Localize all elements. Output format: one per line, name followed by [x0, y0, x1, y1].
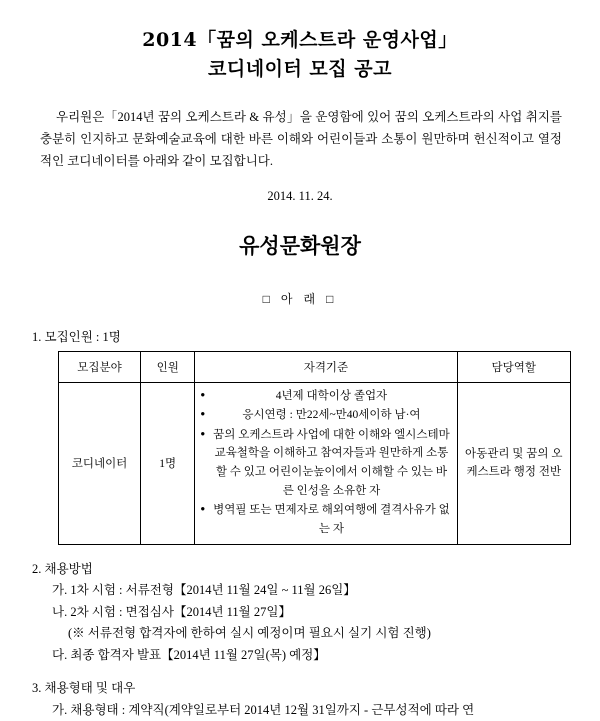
- table-row: [59, 382, 571, 544]
- section-2-note: (※ 서류전형 합격자에 한하여 실시 예정이며 필요시 실기 시험 진행): [30, 623, 570, 645]
- intro-paragraph: [30, 107, 570, 173]
- below-marker: □ 아 래 □: [30, 290, 570, 307]
- header-role: 담당역할: [457, 351, 571, 382]
- cell-role: 아동관리 및 꿈의 오케스트라 행정 전반: [457, 382, 571, 544]
- section-2-item-3: 다. 최종 합격자 발표【2014년 11월 27일(목) 예정】: [30, 645, 570, 667]
- list-item: ● 꿈의 오케스트라 사업에 대한 이해와 엘시스테마 교육철학을 이해하고 참여자들과 원만하게 소통할 수 있고 어린이눈높이에서 이해할 수 있는 바른 인성을 소유한 자: [200, 426, 451, 501]
- announcement-date: 2014. 11. 24.: [30, 189, 570, 204]
- title-line-1: 2014「꿈의 오케스트라 운영사업」: [30, 26, 570, 55]
- list-item: ● 4년제 대학이상 졸업자: [200, 387, 451, 406]
- section-2-item-2: 나. 2차 시험 : 면접심사【2014년 11월 27일】: [30, 602, 570, 624]
- document-title: [30, 26, 570, 85]
- organization-name: 유성문화원장: [30, 230, 570, 260]
- section-3-item-1: 가. 채용형태 : 계약직(계약일로부터 2014년 12월 31일까지 - 근무성적에 따라 연: [30, 700, 570, 721]
- title-line-2: 코디네이터 모집 공고: [30, 55, 570, 84]
- table-header-row: [59, 351, 571, 382]
- intro-text: 우리원은「2014년 꿈의 오케스트라 & 유성」을 운영함에 있어 꿈의 오케스트라의 사업 취지를 충분히 인지하고 문화예술교육에 대한 바른 이해와 어린이들과 소통이 원만하며 헌신적이고 열정적인 코디네이터를 아래와 같이 모집합니다.: [40, 110, 562, 168]
- header-field: 모집분야: [59, 351, 141, 382]
- section-2: [30, 559, 570, 667]
- section-1-heading: 1. 모집인원 : 1명: [30, 327, 570, 345]
- list-item: ● 병역필 또는 면제자로 해외여행에 결격사유가 없는 자: [200, 501, 451, 538]
- cell-qualifications: [195, 382, 457, 544]
- section-2-heading: 2. 채용방법: [30, 559, 570, 581]
- section-3-heading: 3. 채용형태 및 대우: [30, 678, 570, 700]
- recruitment-table: [58, 351, 571, 545]
- header-count: 인원: [141, 351, 195, 382]
- section-2-item-1: 가. 1차 시험 : 서류전형【2014년 11월 24일 ~ 11월 26일】: [30, 580, 570, 602]
- header-qualification: 자격기준: [195, 351, 457, 382]
- cell-count: 1명: [141, 382, 195, 544]
- qualification-list: [200, 387, 451, 539]
- section-3: [30, 678, 570, 721]
- cell-field: 코디네이터: [59, 382, 141, 544]
- list-item: ● 응시연령 : 만22세~만40세이하 남·여: [200, 406, 451, 425]
